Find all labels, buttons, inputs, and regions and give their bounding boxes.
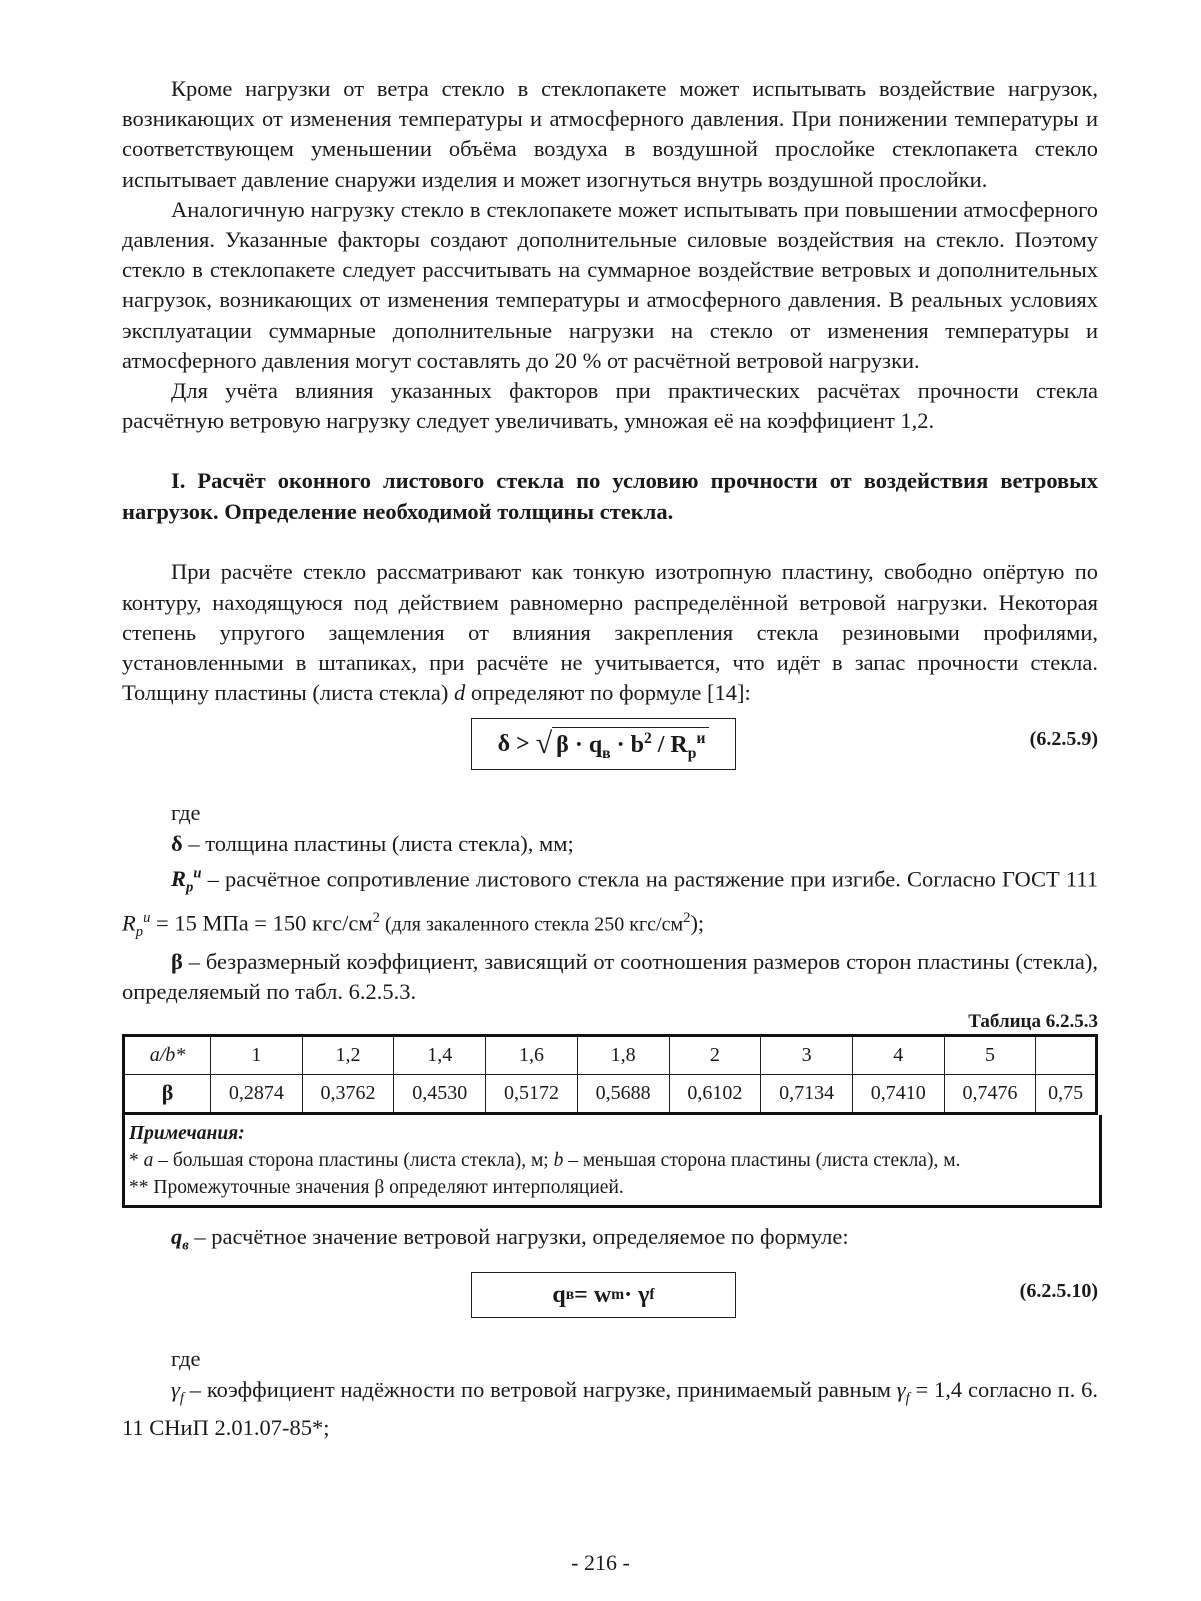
paragraph-1: Кроме нагрузки от ветра стекло в стеклопакете может испытывать воздействие нагрузок, возникающих от изменения температуры и атмосферного давления. При понижении температуры и соответствующем уменьшении объёма воздуха в воздушной прослойке стеклопакета стекло испытывает давление снаружи изделия и может изогнуться внутрь воздушной прослойки.	[122, 76, 1098, 192]
section-heading: I. Расчёт оконного листового стекла по условию прочности от воздействия ветровых нагрузок. Определение необходимой толщины стекла.	[122, 468, 1098, 524]
formula-2-g-sub: f	[649, 1286, 655, 1304]
beta-cell: 0,4530	[394, 1074, 486, 1113]
formula-2-w-sub: m	[611, 1286, 625, 1304]
gamma-symbol: γ	[171, 1376, 180, 1402]
beta-cell: 0,5172	[486, 1074, 578, 1113]
gamma-sub: f	[179, 1390, 184, 1407]
qv-symbol: q	[171, 1223, 183, 1249]
note-1-c: – меньшая сторона пластины (листа стекла), м.	[563, 1149, 961, 1171]
ab-cell: 1,4	[394, 1035, 486, 1074]
r-inline-sub: р	[135, 924, 144, 941]
ab-cell: 4	[852, 1035, 944, 1074]
def-r-text-c: (для закаленного стекла 250 кгс/см	[379, 913, 684, 936]
beta-cell: 0,2874	[211, 1074, 303, 1113]
r-inline: R	[122, 910, 136, 936]
note-1-b: – большая сторона пластины (листа стекла), м;	[153, 1149, 554, 1171]
note-1-var-a: а	[143, 1149, 154, 1171]
r-sub: р	[186, 879, 194, 896]
r-sup: и	[193, 865, 202, 882]
beta-cell: 0,5688	[577, 1074, 669, 1113]
ab-cell: 3	[761, 1035, 853, 1074]
paragraph-4-text-a: При расчёте стекло рассматривают как тонкую изотропную пластину, свободно опёртую по контуру, находящуюся под действием равномерно распределённой ветровой нагрузки. Некоторая степень упругого защемления от влияния закрепления стекла резиновыми профилями, установленными в штапиках, при расчёте не учитывается, что идёт в запас прочности стекла. Толщину пластины (листа стекла)	[122, 559, 1098, 706]
formula-1-number: (6.2.5.9)	[1029, 728, 1098, 751]
formula-1-sup-i: и	[696, 729, 706, 747]
where-1: где	[171, 800, 201, 826]
def-beta	[122, 947, 1098, 1007]
paragraph-4	[122, 557, 1098, 708]
def-beta-text: – безразмерный коэффициент, зависящий от соотношения размеров сторон пластины (стекла), определяемый по табл. 6.2.5.3.	[122, 949, 1098, 1005]
table-row-ab	[124, 1035, 1097, 1074]
gamma-inline: γ	[896, 1376, 906, 1402]
beta-cell: 0,75	[1036, 1074, 1097, 1113]
formula-1-sub-p: р	[687, 744, 697, 762]
ab-cell: 1	[211, 1035, 303, 1074]
formula-1-radicand: β · q	[556, 731, 603, 758]
formula-1-sup-2: 2	[643, 729, 652, 747]
paragraph-3: Для учёта влияния указанных факторов при практических расчётах прочности стекла расчётную ветровую нагрузку следует увеличивать, умножая её на коэффициент 1,2.	[122, 378, 1098, 434]
formula-1-div: / R	[651, 731, 688, 758]
r-inline-sup: и	[143, 910, 151, 927]
formula-2-row	[122, 1270, 1098, 1322]
beta-cell: 0,7134	[761, 1074, 853, 1113]
table-caption: Таблица 6.2.5.3	[968, 1010, 1098, 1032]
def-gamma	[122, 1375, 1098, 1444]
beta-cell: 0,3762	[302, 1074, 394, 1113]
row-beta-header: β	[124, 1074, 211, 1113]
formula-2-box	[471, 1272, 736, 1318]
formula-1-row	[122, 716, 1098, 772]
def-r-text-d: );	[690, 910, 705, 936]
def-gamma-text-b: = 1,4 согласно п. 6. 11 СНиП 2.01.07-85*;	[122, 1376, 1098, 1441]
ab-cell: 1,6	[486, 1035, 578, 1074]
beta-symbol: β	[171, 949, 183, 975]
note-1	[129, 1147, 1099, 1174]
def-r-sup: 2	[372, 910, 380, 927]
beta-cell: 0,7476	[944, 1074, 1036, 1113]
formula-1-sub-v: в	[602, 744, 611, 762]
def-r	[122, 859, 1098, 947]
ab-cell: 1,8	[577, 1035, 669, 1074]
def-r-sup-2: 2	[683, 910, 691, 927]
def-gamma-text-a: – коэффициент надёжности по ветровой нагрузке, принимаемый равным	[183, 1376, 897, 1402]
ab-cell: 5	[944, 1035, 1036, 1074]
ab-cell	[1036, 1035, 1097, 1074]
table-notes	[122, 1115, 1102, 1208]
def-delta	[122, 829, 1098, 859]
beta-cell: 0,7410	[852, 1074, 944, 1113]
formula-1-lhs: δ >	[497, 730, 530, 757]
formula-2-eq: = w	[574, 1281, 612, 1308]
page-number: - 216 -	[571, 1550, 630, 1575]
ab-cell: 2	[669, 1035, 761, 1074]
notes-title: Примечания:	[129, 1122, 245, 1144]
qv-sub: в	[182, 1237, 189, 1254]
row-ab-header: a/b*	[124, 1035, 211, 1074]
page-body	[122, 74, 1098, 1443]
def-r-text-a: – расчётное сопротивление листового стекла на растяжение при изгибе. Согласно ГОСТ 111	[201, 866, 1098, 892]
formula-2-number: (6.2.5.10)	[1019, 1280, 1098, 1303]
beta-cell: 0,6102	[669, 1074, 761, 1113]
note-2: ** Промежуточные значения β определяют интерполяцией.	[129, 1176, 624, 1198]
note-1-var-b: b	[553, 1149, 564, 1171]
formula-2-mul: · γ	[624, 1281, 650, 1308]
def-qv	[122, 1222, 1098, 1261]
paragraph-2: Аналогичную нагрузку стекло в стеклопакете может испытывать при повышении атмосферного давления. Указанные факторы создают дополнительные силовые воздействия на стекло. Поэтому стекло в стеклопакете следует рассчитывать на суммарное воздействие ветровых и дополнительных нагрузок, возникающих от изменения температуры и атмосферного давления. В реальных условиях эксплуатации суммарные дополнительные нагрузки на стекло от изменения температуры и атмосферного давления могут составлять до 20 % от расчётной ветровой нагрузки.	[122, 196, 1098, 373]
formula-2-q: q	[552, 1281, 566, 1308]
formula-2-q-sub: в	[565, 1286, 575, 1304]
def-r-text-b: = 15 МПа = 150 кгс/см	[150, 910, 373, 936]
formula-1-mid: · b	[610, 731, 644, 758]
def-qv-text: – расчётное значение ветровой нагрузки, определяемое по формуле:	[188, 1223, 849, 1249]
r-symbol: R	[171, 866, 187, 892]
note-1-a: *	[129, 1149, 144, 1171]
formula-1-box: δ > √ $\beta \cdot q_в \cdot b^2 / R_р^и$	[471, 718, 736, 770]
formula-1-radical	[552, 727, 709, 763]
beta-table	[122, 1034, 1098, 1115]
variable-d: d	[453, 680, 466, 706]
where-2: где	[171, 1346, 201, 1372]
def-delta-text: – толщина пластины (листа стекла), мм;	[182, 830, 574, 856]
delta-symbol: δ	[171, 830, 183, 856]
paragraph-4-text-b: определяют по формуле [14]:	[465, 680, 751, 706]
gamma-inline-sub: f	[905, 1390, 910, 1407]
table-row-beta	[124, 1074, 1097, 1113]
ab-cell: 1,2	[302, 1035, 394, 1074]
